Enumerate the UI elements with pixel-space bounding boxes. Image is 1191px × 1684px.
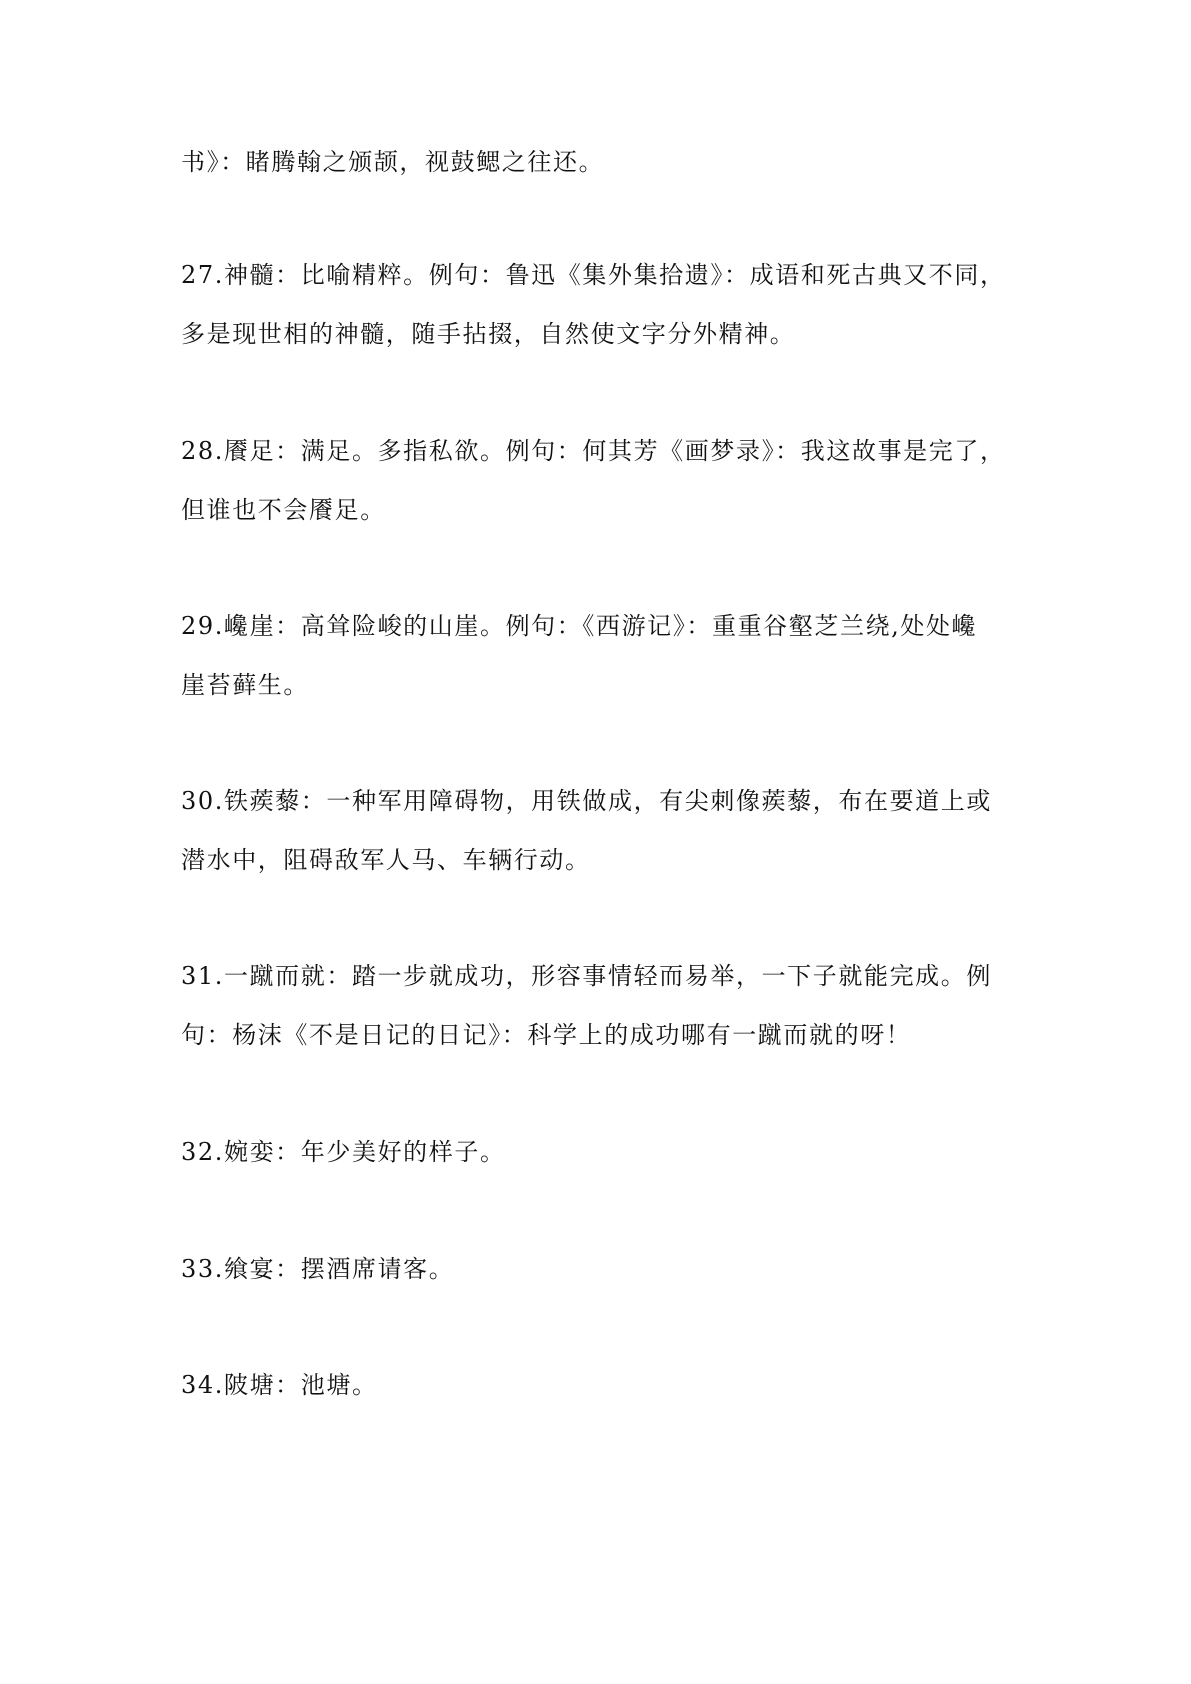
text-line: 句：杨沫《不是日记的日记》：科学上的成功哪有一蹴而就的呀！ [181, 1021, 912, 1049]
text-line: 32.婉娈：年少美好的样子。 [181, 1138, 506, 1166]
text-line: 潜水中，阻碍敌军人马、车辆行动。 [181, 846, 591, 874]
text-line: 27.神髓：比喻精粹。例句：鲁迅《集外集拾遗》：成语和死古典又不同， [181, 261, 1006, 289]
text-line: 28.餍足：满足。多指私欲。例句：何其芳《画梦录》：我这故事是完了， [181, 437, 1006, 465]
text-line: 31.一蹴而就：踏一步就成功，形容事情轻而易举，一下子就能完成。例 [181, 962, 992, 990]
text-line: 书》：睹腾翰之颁颉，视鼓鳃之往还。 [181, 148, 605, 176]
text-line: 崖苔藓生。 [181, 671, 309, 699]
text-line: 29.巉崖：高耸险峻的山崖。例句：《西游记》：重重谷壑芝兰绕,处处巉 [181, 612, 978, 640]
text-line: 但谁也不会餍足。 [181, 496, 386, 524]
text-line: 33.飨宴：摆酒席请客。 [181, 1255, 455, 1283]
text-line: 30.铁蒺藜：一种军用障碍物，用铁做成，有尖刺像蒺藜，布在要道上或 [181, 787, 992, 815]
text-line: 34.陂塘：池塘。 [181, 1371, 378, 1399]
text-line: 多是现世相的神髓，随手拈掇，自然使文字分外精神。 [181, 320, 796, 348]
